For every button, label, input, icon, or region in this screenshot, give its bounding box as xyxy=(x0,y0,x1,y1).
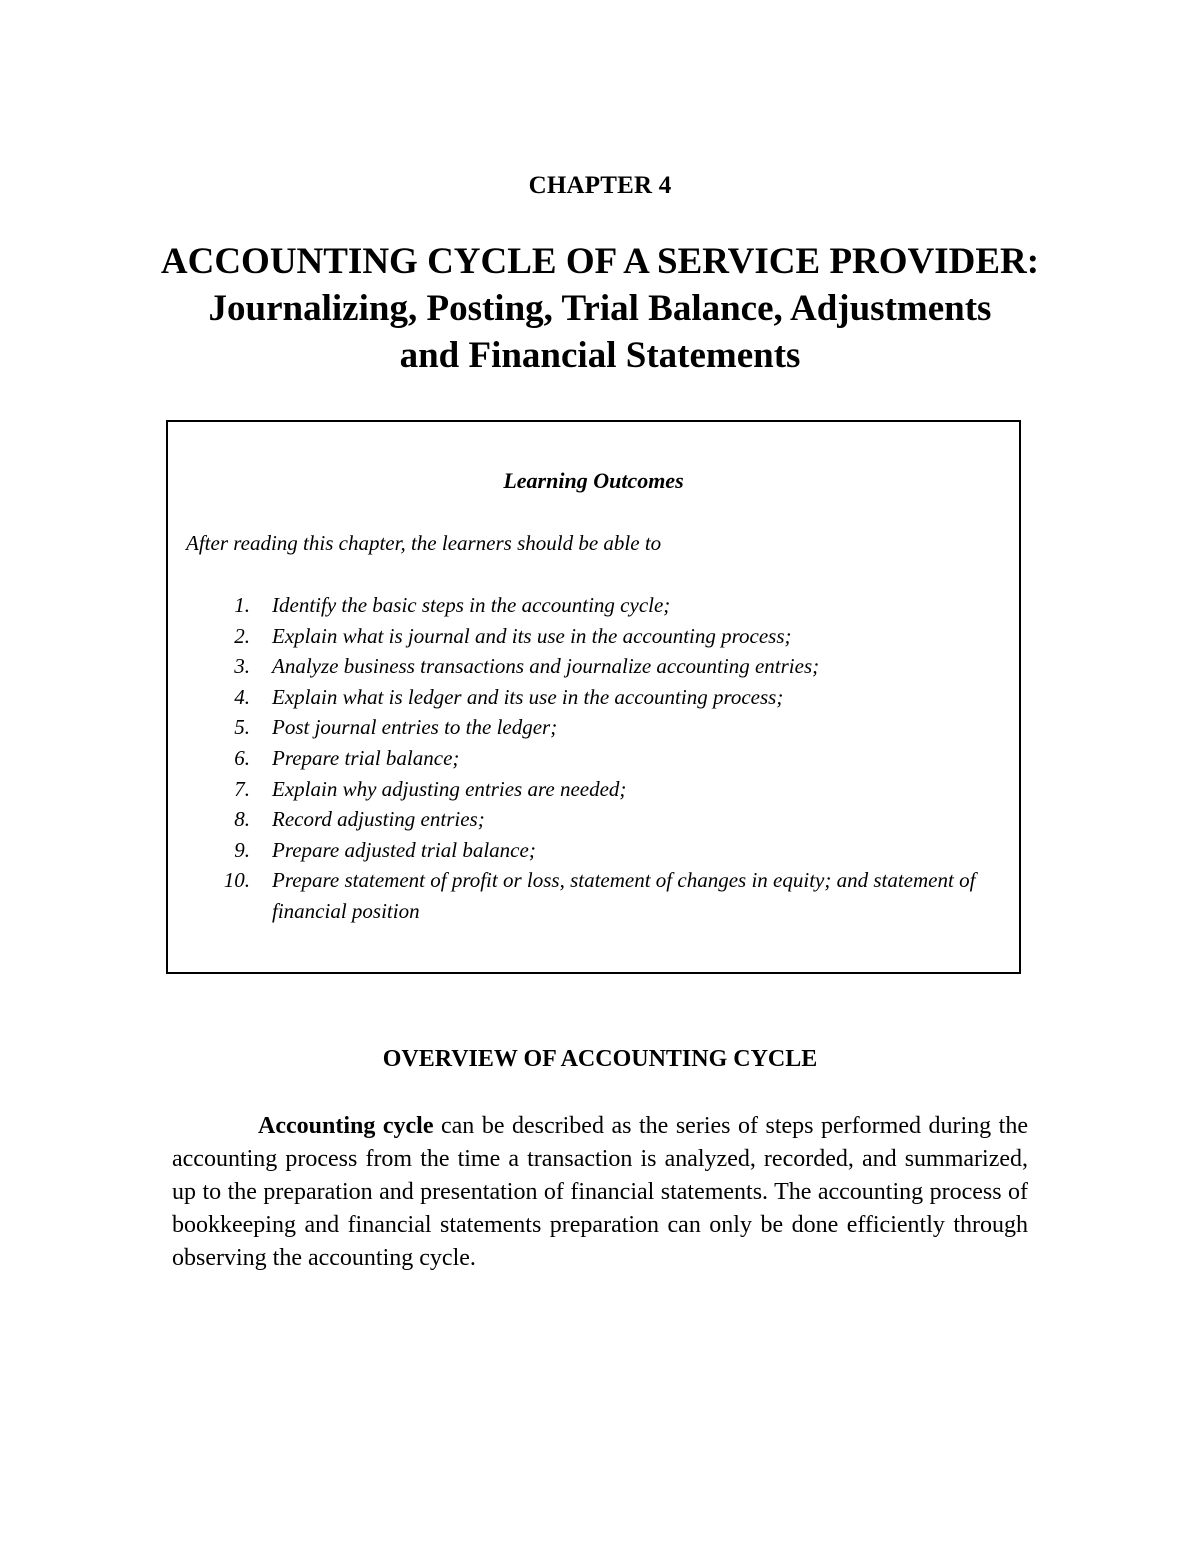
outcome-text: Prepare adjusted trial balance; xyxy=(272,837,536,862)
outcome-number: 4. xyxy=(234,684,250,709)
learning-outcomes-heading: Learning Outcomes xyxy=(503,468,684,493)
chapter-title-line-3: and Financial Statements xyxy=(399,335,801,376)
outcome-item-5 xyxy=(168,712,1019,743)
outcome-number: 8. xyxy=(234,807,250,832)
learning-outcomes-box xyxy=(166,420,1021,974)
outcome-item-8 xyxy=(168,804,1019,835)
chapter-title-line-1: ACCOUNTING CYCLE OF A SERVICE PROVIDER: xyxy=(160,241,1040,282)
learning-outcomes-list xyxy=(168,590,1019,927)
outcome-number: 2. xyxy=(234,623,250,648)
overview-paragraph xyxy=(172,1110,1028,1275)
outcome-item-6 xyxy=(168,743,1019,774)
chapter-title xyxy=(100,238,1100,379)
outcome-text: Analyze business transactions and journalize accounting entries; xyxy=(272,654,820,679)
outcome-text: Prepare trial balance; xyxy=(272,745,460,770)
outcome-text: Explain why adjusting entries are needed; xyxy=(272,776,627,801)
outcome-number: 3. xyxy=(234,654,250,679)
outcome-text: Explain what is ledger and its use in the accounting process; xyxy=(272,684,784,709)
outcome-item-3 xyxy=(168,651,1019,682)
chapter-title-line-2: Journalizing, Posting, Trial Balance, Adjustments xyxy=(208,288,992,329)
outcome-number: 10. xyxy=(223,868,250,893)
learning-outcomes-intro: After reading this chapter, the learners should be able to xyxy=(186,531,662,555)
outcome-item-9 xyxy=(168,835,1019,866)
chapter-label: CHAPTER 4 xyxy=(528,172,672,199)
outcome-item-1 xyxy=(168,590,1019,621)
overview-paragraph-text: can be described as the series of steps performed during the accounting process from the time a transaction is analyzed, recorded, and summarized, up to the preparation and presentation of financial statements. The accounting process of bookkeeping and financial statements preparation can only be done efficiently through observing the accounting cycle. xyxy=(172,1113,1028,1271)
outcome-number: 7. xyxy=(234,776,250,801)
outcome-text: Prepare statement of profit or loss, statement of changes in equity; and statement of financial position xyxy=(272,868,976,923)
outcome-item-2 xyxy=(168,621,1019,652)
outcome-item-4 xyxy=(168,682,1019,713)
outcome-text: Record adjusting entries; xyxy=(272,807,485,832)
outcome-item-10 xyxy=(168,865,1019,926)
outcome-text: Post journal entries to the ledger; xyxy=(272,715,558,740)
outcome-text: Explain what is journal and its use in the accounting process; xyxy=(272,623,792,648)
outcome-text: Identify the basic steps in the accounting cycle; xyxy=(272,593,671,617)
outcome-number: 9. xyxy=(234,837,250,862)
overview-term: Accounting cycle xyxy=(258,1113,434,1139)
overview-heading: OVERVIEW OF ACCOUNTING CYCLE xyxy=(382,1046,818,1072)
outcome-number: 5. xyxy=(234,715,250,740)
outcome-item-7 xyxy=(168,774,1019,805)
outcome-number: 6. xyxy=(234,745,250,770)
outcome-number: 1. xyxy=(234,593,250,617)
